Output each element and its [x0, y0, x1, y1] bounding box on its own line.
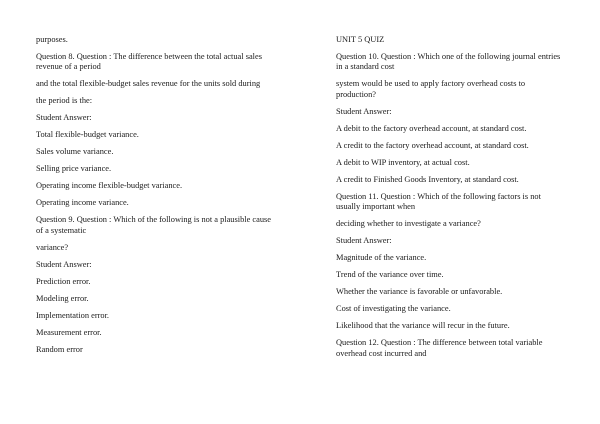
answer-option: Selling price variance. — [36, 164, 112, 174]
question-12-prompt: Question 12. Question : The difference between total variable overhead cost incurred and — [336, 338, 543, 358]
answer-option: Magnitude of the variance. — [336, 253, 427, 263]
answer-option: Random error — [36, 344, 83, 354]
question-8-prompt: Question 8. Question : The difference between the total actual sales revenue of a period — [36, 52, 262, 72]
question-11-prompt-end: deciding whether to investigate a variance? — [336, 219, 481, 229]
answer-option: A credit to Finished Goods Inventory, at standard cost. — [336, 174, 519, 184]
answer-option: Prediction error. — [36, 276, 91, 286]
question-10-prompt-end: system would be used to apply factory overhead costs to production? — [336, 79, 526, 99]
answer-option: Cost of investigating the variance. — [336, 304, 451, 314]
unit-heading: UNIT 5 QUIZ — [336, 35, 385, 44]
text-line-continuation: purposes. — [36, 35, 68, 44]
student-answer-label: Student Answer: — [36, 259, 92, 269]
student-answer-label: Student Answer: — [336, 106, 392, 116]
answer-option: Likelihood that the variance will recur in the future. — [336, 321, 510, 331]
answer-option: A debit to WIP inventory, at actual cost. — [336, 157, 470, 167]
answer-option: Operating income variance. — [36, 198, 129, 208]
answer-option: Trend of the variance over time. — [336, 270, 444, 280]
answer-option: A credit to the factory overhead account, at standard cost. — [336, 140, 529, 150]
question-9-prompt-end: variance? — [36, 242, 69, 252]
question-11-prompt: Question 11. Question : Which of the following factors is not usually important when — [336, 191, 541, 212]
question-8-prompt-end: the period is the: — [36, 96, 93, 106]
student-answer-label: Student Answer: — [36, 113, 92, 123]
question-8-prompt-continued: and the total flexible-budget sales revenue for the units sold during — [36, 79, 261, 89]
answer-option: Total flexible-budget variance. — [36, 130, 139, 140]
answer-option: Modeling error. — [36, 293, 89, 303]
left-column — [36, 35, 276, 362]
answer-option: Whether the variance is favorable or unfavorable. — [336, 287, 503, 297]
question-9-prompt: Question 9. Question : Which of the following is not a plausible cause of a systematic — [36, 215, 272, 235]
answer-option: A debit to the factory overhead account, at standard cost. — [336, 123, 527, 133]
answer-option: Sales volume variance. — [36, 147, 114, 157]
answer-option: Implementation error. — [36, 310, 110, 320]
answer-option: Measurement error. — [36, 327, 102, 337]
right-column — [336, 35, 566, 366]
student-answer-label: Student Answer: — [336, 236, 392, 246]
question-10-prompt: Question 10. Question : Which one of the following journal entries in a standard cost — [336, 52, 561, 72]
answer-option: Operating income flexible-budget variance. — [36, 181, 183, 191]
